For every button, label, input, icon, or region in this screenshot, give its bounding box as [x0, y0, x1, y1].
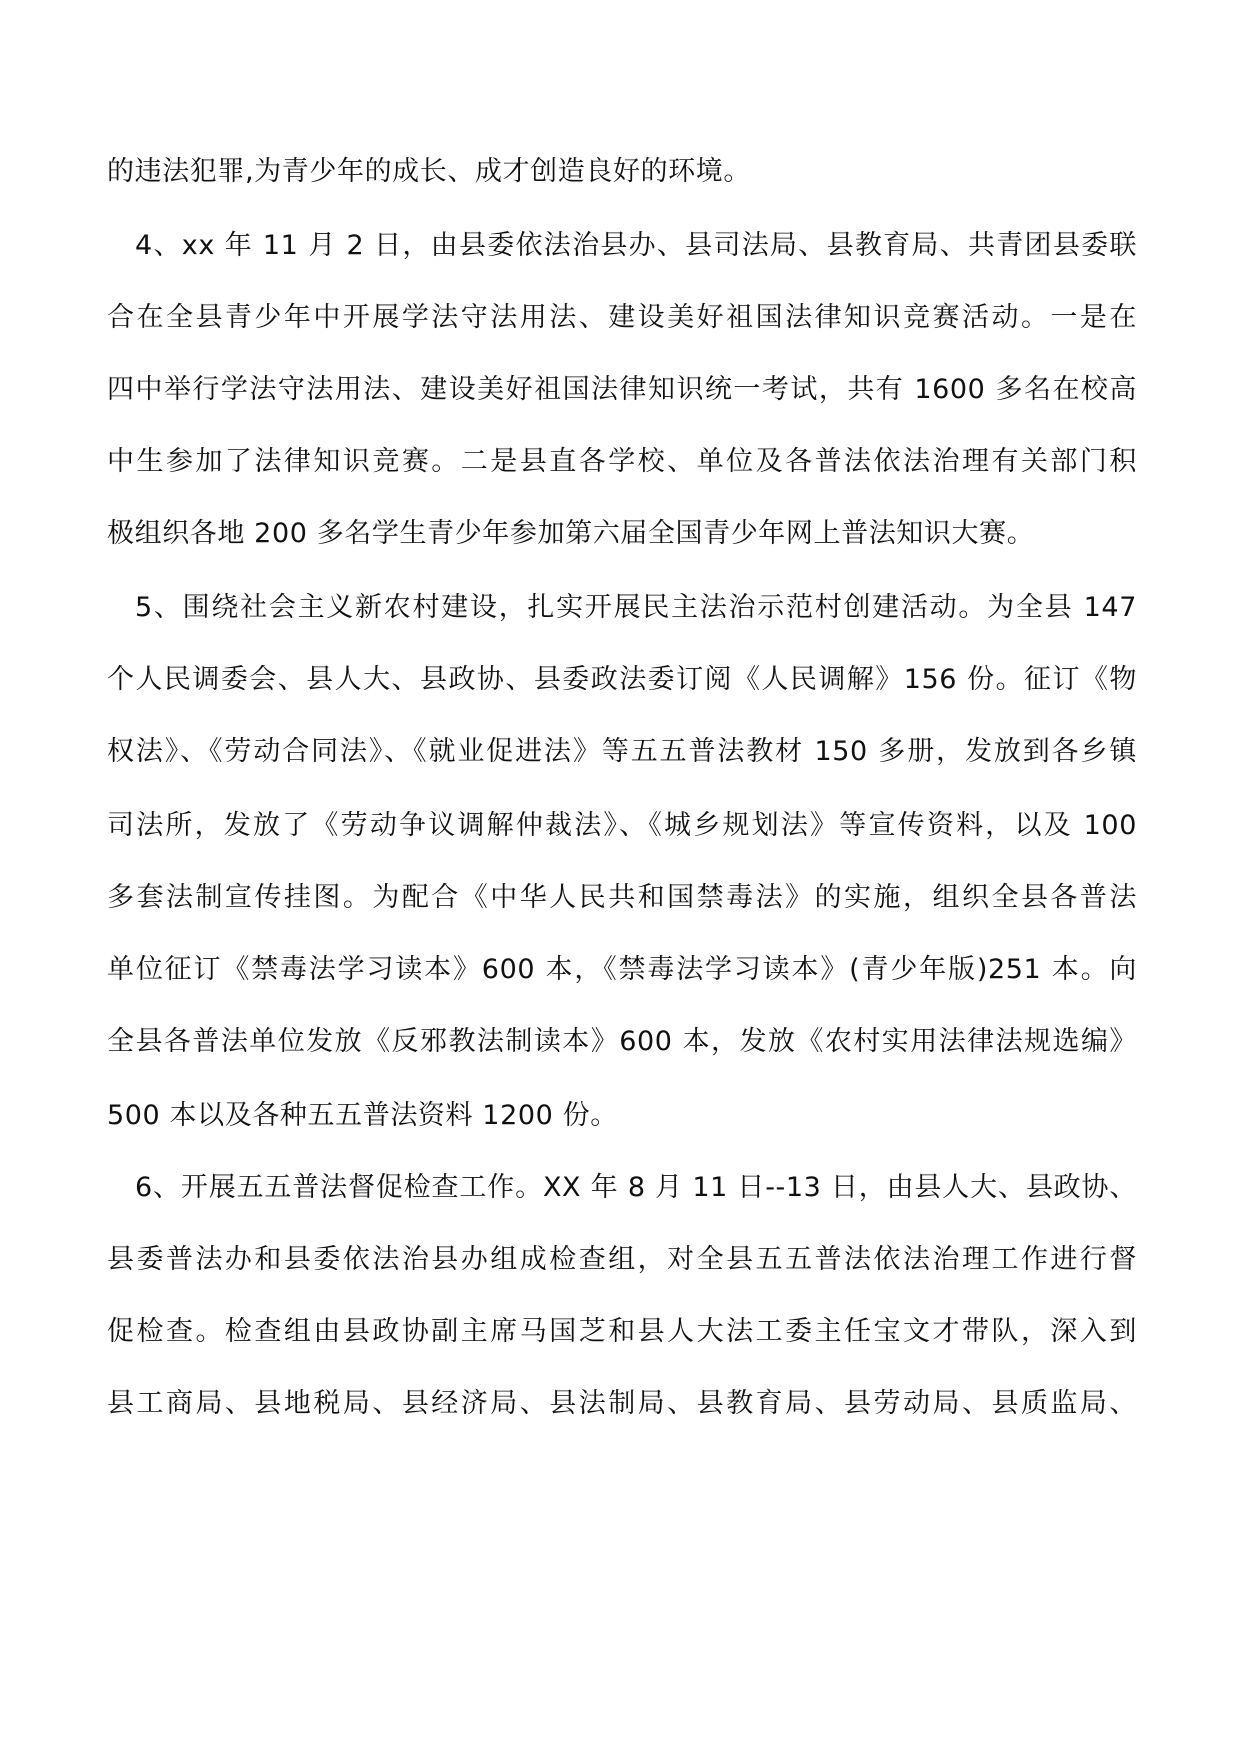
text-line-4: 四中举行学法守法用法、建设美好祖国法律知识统一考试，共有 1600 多名在校高 — [107, 374, 1137, 405]
text-line-12: 单位征订《禁毒法学习读本》600 本，《禁毒法学习读本》(青少年版)251 本。向 — [107, 954, 1137, 985]
text-line-1: 的违法犯罪,为青少年的成长、成才创造良好的环境。 — [107, 156, 751, 187]
text-line-11: 多套法制宣传挂图。为配合《中华人民共和国禁毒法》的实施，组织全县各普法 — [107, 882, 1137, 913]
text-line-10: 司法所，发放了《劳动争议调解仲裁法》、《城乡规划法》等宣传资料，以及 100 — [107, 810, 1137, 841]
text-line-13: 全县各普法单位发放《反邪教法制读本》600 本，发放《农村实用法律法规选编》 — [107, 1026, 1137, 1057]
text-line-15: 6、开展五五普法督促检查工作。XX 年 8 月 11 日--13 日，由县人大、县政协、 — [135, 1172, 1137, 1203]
text-line-9: 权法》、《劳动合同法》、《就业促进法》等五五普法教材 150 多册，发放到各乡镇 — [107, 736, 1137, 767]
text-line-3: 合在全县青少年中开展学法守法用法、建设美好祖国法律知识竞赛活动。一是在 — [107, 302, 1137, 333]
text-line-6: 极组织各地 200 多名学生青少年参加第六届全国青少年网上普法知识大赛。 — [107, 518, 1035, 549]
text-line-7: 5、围绕社会主义新农村建设，扎实开展民主法治示范村创建活动。为全县 147 — [135, 592, 1137, 623]
text-line-14: 500 本以及各种五五普法资料 1200 份。 — [107, 1100, 618, 1131]
text-line-2: 4、xx 年 11 月 2 日，由县委依法治县办、县司法局、县教育局、共青团县委联 — [135, 230, 1137, 261]
text-line-17: 促检查。检查组由县政协副主席马国芝和县人大法工委主任宝文才带队，深入到 — [107, 1316, 1137, 1347]
text-line-18: 县工商局、县地税局、县经济局、县法制局、县教育局、县劳动局、县质监局、 — [107, 1388, 1137, 1419]
text-line-5: 中生参加了法律知识竞赛。二是县直各学校、单位及各普法依法治理有关部门积 — [107, 446, 1137, 477]
text-line-16: 县委普法办和县委依法治县办组成检查组，对全县五五普法依法治理工作进行督 — [107, 1244, 1137, 1275]
text-line-8: 个人民调委会、县人大、县政协、县委政法委订阅《人民调解》156 份。征订《物 — [107, 664, 1137, 695]
